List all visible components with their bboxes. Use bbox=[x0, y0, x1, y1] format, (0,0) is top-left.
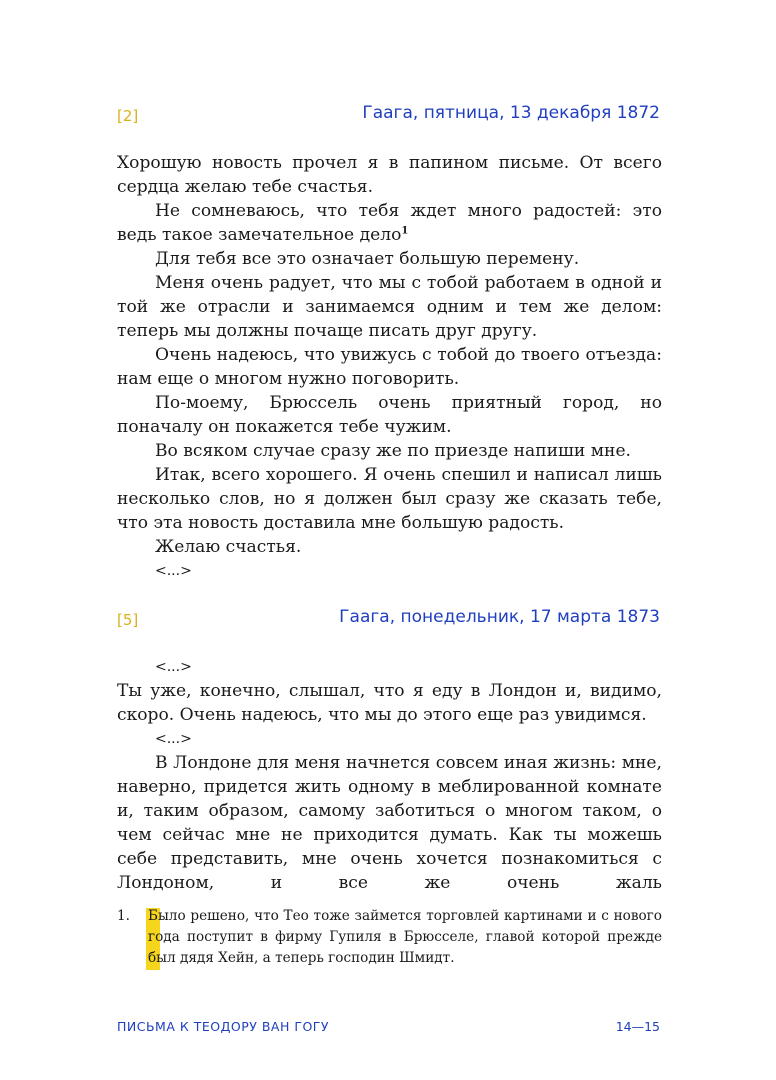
paragraph: В Лондоне для меня начнется совсем иная жизнь: мне, наверно, придется жить одному в меблированной комнате и, таким образом, самому заботиться о многом таком, о чем сейчас мне не приходится думать. Как ты можешь себе представить, мне очень хочется познакомиться с Лондоном, и все же очень жаль bbox=[117, 753, 662, 893]
paragraph: По-моему, Брюссель очень приятный город, но поначалу он покажется тебе чужим. bbox=[117, 393, 662, 437]
letter-header bbox=[117, 607, 660, 637]
ellipsis-marker: <...> bbox=[155, 659, 192, 675]
paragraph: Для тебя все это означает большую перемену. bbox=[155, 249, 580, 269]
letter-dateline: Гаага, пятница, 13 декабря 1872 bbox=[362, 103, 660, 123]
paragraph-text: Не сомневаюсь, что тебя ждет много радостей: это ведь такое замечательное дело bbox=[117, 201, 662, 245]
footnote-text: Было решено, что Тео тоже займется торговлей картинами и с нового года поступит в фирму Гупиля в Брюсселе, главой которой прежде был дядя Хейн, а теперь господин Шмидт. bbox=[148, 908, 662, 966]
paragraph: Во всяком случае сразу же по приезде напиши мне. bbox=[155, 441, 631, 461]
running-title: ПИСЬМА К ТЕОДОРУ ВАН ГОГУ bbox=[117, 1019, 330, 1034]
letter-number: [5] bbox=[117, 611, 139, 629]
paragraph: Ты уже, конечно, слышал, что я еду в Лондон и, видимо, скоро. Очень надеюсь, что мы до этого еще раз увидимся. bbox=[117, 681, 662, 725]
paragraph: Очень надеюсь, что увижусь с тобой до твоего отъезда: нам еще о многом нужно поговорить. bbox=[117, 345, 662, 389]
letter-dateline: Гаага, понедельник, 17 марта 1873 bbox=[339, 607, 660, 627]
letter-number: [2] bbox=[117, 107, 139, 125]
letter-body bbox=[117, 655, 662, 895]
page-number: 14—15 bbox=[615, 1019, 660, 1034]
footnote-ref[interactable]: 1 bbox=[401, 225, 409, 237]
letter-header bbox=[117, 103, 660, 133]
paragraph: Желаю счастья. bbox=[155, 537, 302, 557]
paragraph: Хорошую новость прочел я в папином письме. От всего сердца желаю тебе счастья. bbox=[117, 153, 662, 197]
paragraph: Меня очень радует, что мы с тобой работаем в одной и той же отрасли и занимаемся одним и тем же делом: теперь мы должны почаще писать друг другу. bbox=[117, 273, 662, 341]
paragraph bbox=[117, 199, 662, 247]
ellipsis-marker: <...> bbox=[155, 731, 192, 747]
ellipsis-marker: <...> bbox=[155, 563, 192, 579]
paragraph: Итак, всего хорошего. Я очень спешил и написал лишь несколько слов, но я должен был сразу же сказать тебе, что эта новость доставила мне большую радость. bbox=[117, 465, 662, 533]
footnote-number: 1. bbox=[117, 908, 130, 924]
letter-body bbox=[117, 151, 662, 583]
